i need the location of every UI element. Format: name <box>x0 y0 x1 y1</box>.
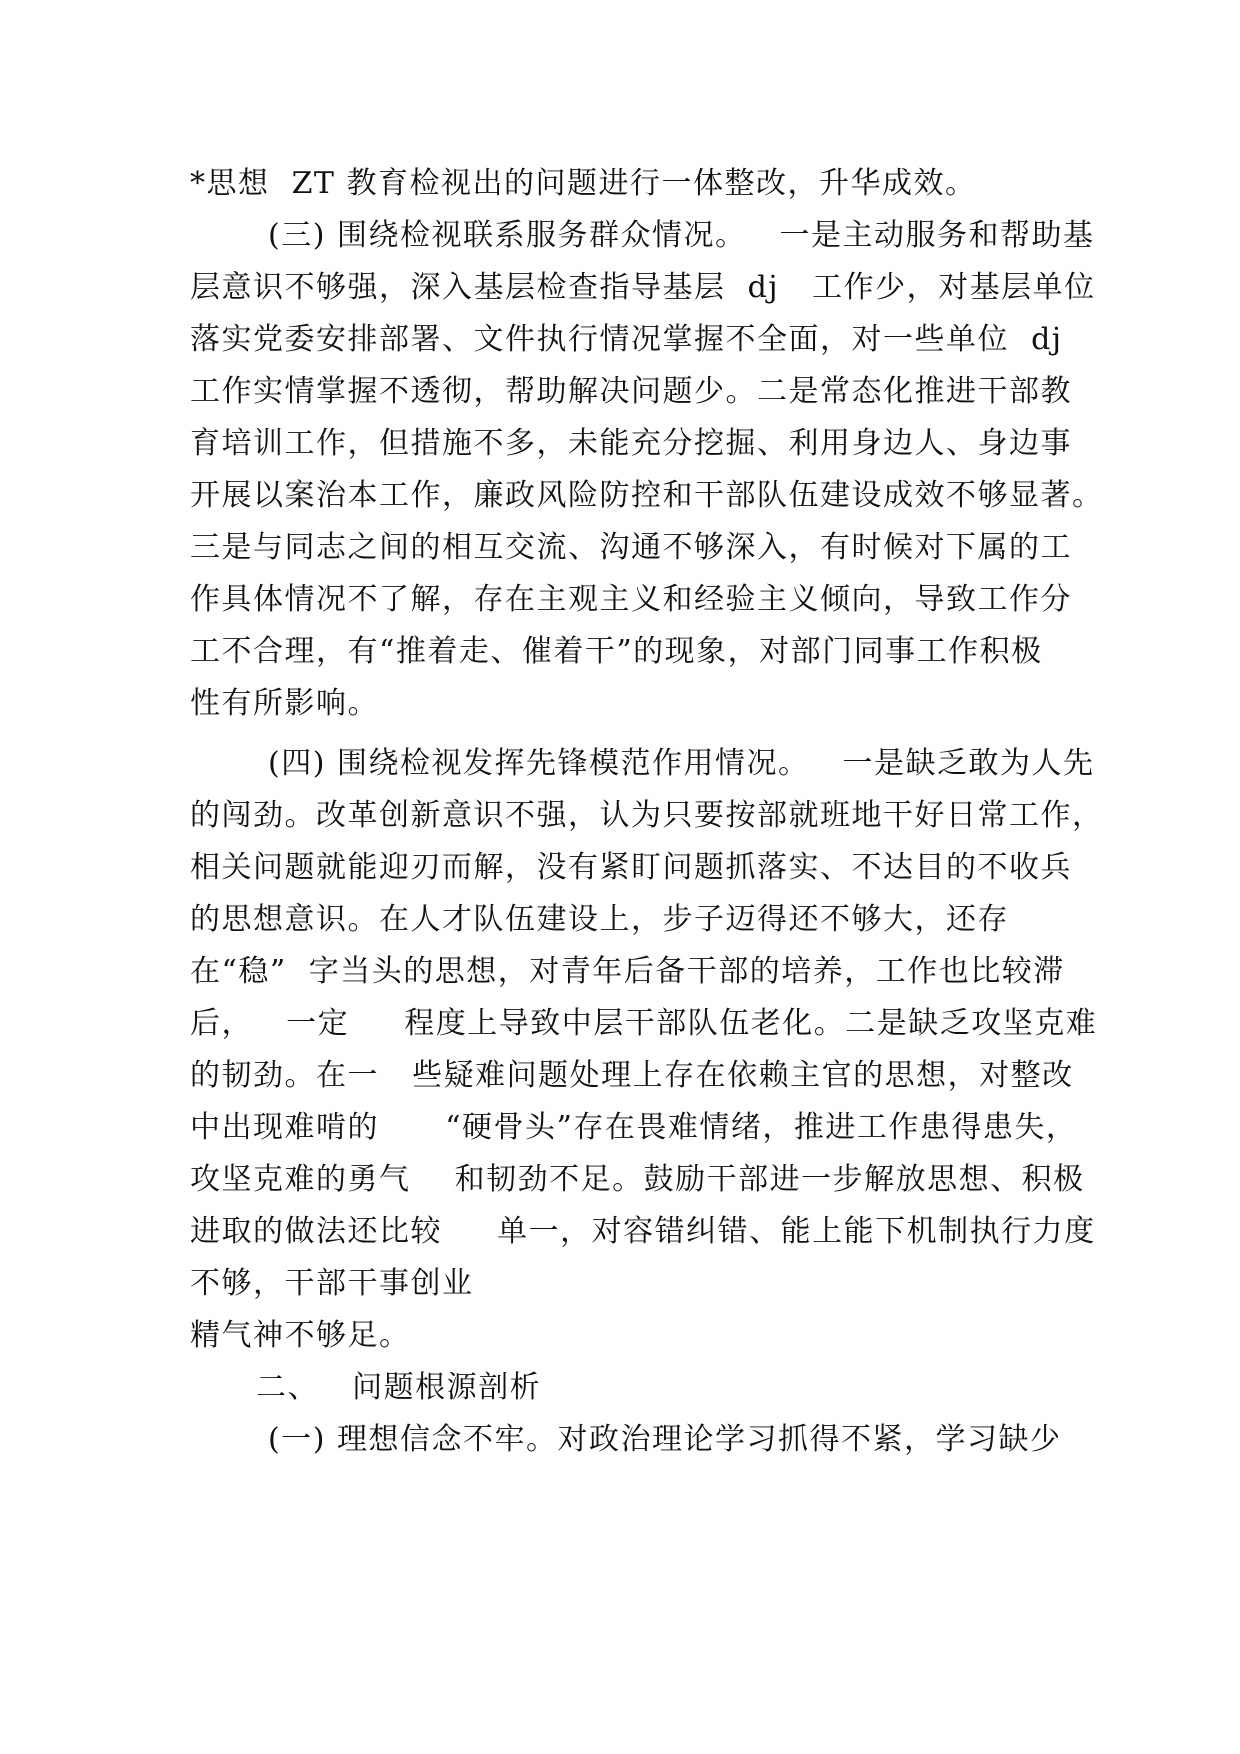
text-line: 的韧劲。在一 些疑难问题处理上存在依赖主官的思想，对整改 <box>190 1058 1074 1093</box>
text-line: 作具体情况不了解，存在主观主义和经验主义倾向，导致工作分 <box>190 582 1072 617</box>
section-heading: 二、 问题根源剖析 <box>256 1370 542 1405</box>
text-line: *思想 ZT 教育检视出的问题进行一体整改，升华成效。 <box>190 166 977 201</box>
text-line: 进取的做法还比较 单一，对容错纠错、能上能下机制执行力度 <box>190 1214 1096 1249</box>
text-line: 层意识不够强，深入基层检查指导基层 dj 工作少，对基层单位 <box>190 270 1096 305</box>
text-line: 后， 一定 程度上导致中层干部队伍老化。二是缺乏攻坚克难 <box>190 1006 1098 1041</box>
text-line: 性有所影响。 <box>190 686 379 721</box>
text-line: 相关问题就能迎刃而解，没有紧盯问题抓落实、不达目的不收兵 <box>190 850 1072 885</box>
text-line: 工不合理，有“推着走、催着干”的现象，对部门同事工作积极 <box>190 634 1043 669</box>
text-line: 落实党委安排部署、文件执行情况掌握不全面，对一些单位 dj <box>190 322 1063 357</box>
text-line: 不够，干部干事创业 <box>190 1266 474 1301</box>
text-line: 的思想意识。在人才队伍建设上，步子迈得还不够大，还存 <box>190 902 1009 937</box>
text-line: 在“稳” 字当头的思想，对青年后备干部的培养，工作也比较滞 <box>190 954 1065 989</box>
text-line: 精气神不够足。 <box>190 1318 411 1353</box>
text-line: 的闯劲。改革创新意识不强，认为只要按部就班地干好日常工作， <box>190 798 1104 833</box>
text-line: 中出现难啃的 “硬骨头”存在畏难情绪，推进工作患得患失， <box>190 1110 1078 1145</box>
text-line: 工作实情掌握不透彻，帮助解决问题少。二是常态化推进干部教 <box>190 374 1072 409</box>
text-line: 攻坚克难的勇气 和韧劲不足。鼓励干部进一步解放思想、积极 <box>190 1162 1085 1197</box>
text-line: 开展以案治本工作，廉政风险防控和干部队伍建设成效不够显著。 <box>190 478 1104 513</box>
paragraph-heading-4: (四) 围绕检视发挥先锋模范作用情况。 一是缺乏敢为人先 <box>268 746 1095 781</box>
document-body <box>190 158 1104 1466</box>
text-line: 三是与同志之间的相互交流、沟通不够深入，有时候对下属的工 <box>190 530 1072 565</box>
text-line: 育培训工作，但措施不多，未能充分挖掘、利用身边人、身边事 <box>190 426 1072 461</box>
paragraph-heading-3: (三) 围绕检视联系服务群众情况。 一是主动服务和帮助基 <box>268 218 1095 253</box>
paragraph-heading-1: (一) 理想信念不牢。对政治理论学习抓得不紧，学习缺少 <box>268 1422 1062 1457</box>
